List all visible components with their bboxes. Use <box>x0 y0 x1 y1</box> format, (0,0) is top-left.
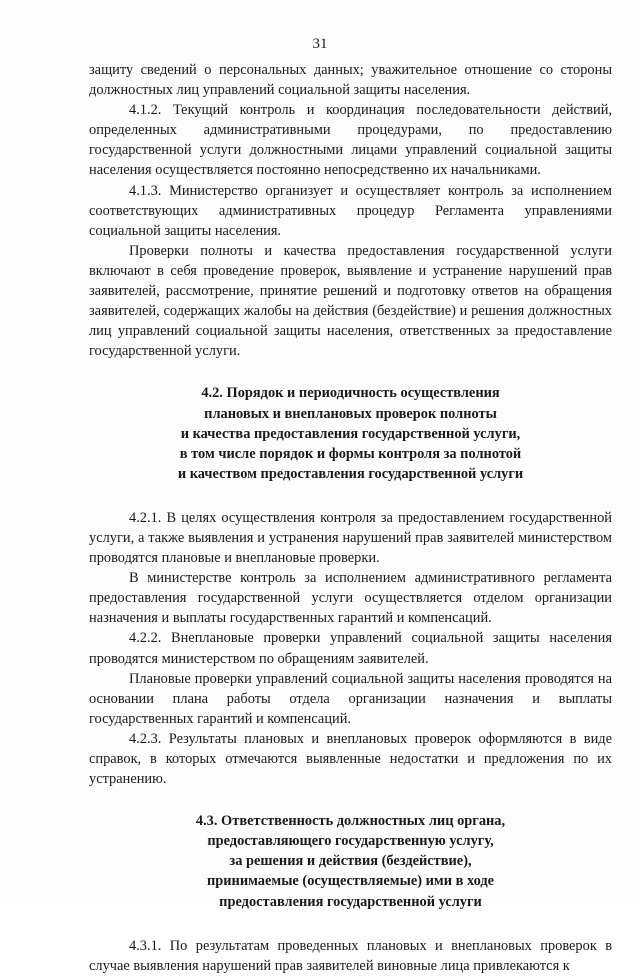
section-heading-4-2 <box>89 383 612 483</box>
paragraph: защиту сведений о персональных данных; уважительное отношение со стороны должностных лиц управлений социальной защиты населения. <box>89 62 612 99</box>
section-heading-4-3 <box>89 811 612 911</box>
heading-line: в том числе порядок и формы контроля за полнотой <box>179 445 522 462</box>
paragraph-4-2-1: 4.2.1. В целях осуществления контроля за предоставлением государственной услуги, а также выявления и устранения нарушений прав заявителей министерством проводятся плановые и внеплановые проверки. <box>89 509 612 567</box>
paragraph: Проверки полноты и качества предоставления государственной услуги включают в себя проведение проверок, выявление и устранение нарушений прав заявителей, рассмотрение, принятие решений и подготовку ответов на обращения заявителей, содержащих жалобы на действия (бездействие) и решения должностных лиц управлений социальной защиты населения, ответственных за предоставление государственной услуги. <box>89 242 612 360</box>
paragraph-4-1-3: 4.1.3. Министерство организует и осуществляет контроль за исполнением соответствующих административных процедур Регламента управлениями социальной защиты населения. <box>89 182 612 239</box>
heading-line: принимаемые (осуществляемые) ими в ходе <box>206 873 495 890</box>
heading-line: плановых и внеплановых проверок полноты <box>204 405 497 422</box>
document-body <box>89 60 612 976</box>
heading-line: предоставления государственной услуги <box>219 893 482 910</box>
paragraph-4-2-3: 4.2.3. Результаты плановых и внеплановых проверок оформляются в виде справок, в которых отмечаются выявленные недостатки и предложения по их устранению. <box>89 730 612 788</box>
heading-line: 4.2. Порядок и периодичность осуществления <box>201 385 500 402</box>
heading-line: и качества предоставления государственной услуги, <box>180 425 521 442</box>
page-number: 31 <box>312 36 328 52</box>
paragraph: В министерстве контроль за исполнением административного регламента предоставления государственной услуги осуществляется отделом организации назначения и выплаты государственных гарантий и компенсаций. <box>89 570 612 627</box>
paragraph-4-3-1: 4.3.1. По результатам проведенных плановых и внеплановых проверок в случае выявления нарушений прав заявителей виновные лица привлекаются к <box>89 937 612 974</box>
paragraph: Плановые проверки управлений социальной защиты населения проводятся на основании плана работы отдела организации назначения и выплаты государственных гарантий и компенсаций. <box>89 670 612 727</box>
heading-line: 4.3. Ответственность должностных лиц органа, <box>195 813 506 830</box>
heading-line: за решения и действия (бездействие), <box>229 853 472 870</box>
paragraph-4-2-2: 4.2.2. Внеплановые проверки управлений социальной защиты населения проводятся министерством по обращениям заявителей. <box>89 630 612 667</box>
paragraph-4-1-2: 4.1.2. Текущий контроль и координация последовательности действий, определенных административными процедурами, по предоставлению государственной услуги должностными лицами управлений социальной защиты населения осуществляется постоянно непосредственно их начальниками. <box>89 102 612 179</box>
heading-line: предоставляющего государственную услугу, <box>207 833 494 850</box>
heading-line: и качеством предоставления государственной услуги <box>177 465 524 482</box>
